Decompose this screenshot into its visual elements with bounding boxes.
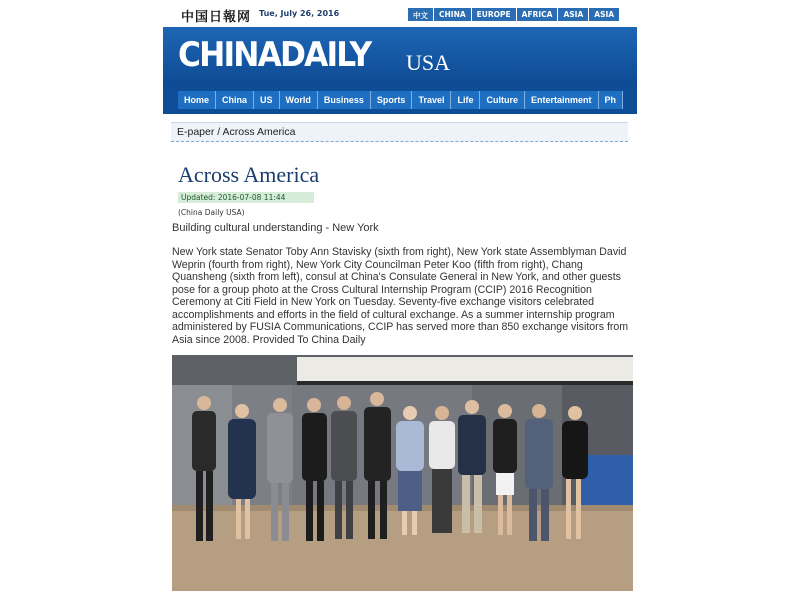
edition-link-asia-2[interactable]: ASIA (589, 8, 620, 21)
breadcrumb[interactable]: E-paper / Across America (171, 122, 628, 142)
edition-link-asia[interactable]: ASIA (558, 8, 589, 21)
nav-item-world[interactable]: World (280, 91, 318, 109)
article-body: New York state Senator Toby Ann Stavisky (sixth from right), New York state Assemblyman David Weprin (fourth from right), New York City Councilman Peter Koo (fifth from right), Chang Quansheng (sixth from left), consul at China's Consulate General in New York, and other guests pose for a group photo at the Cross Cultural Internship Program (CCIP) 2016 Recognition Ceremony at Citi Field in New York on Tuesday. Seventy-five exchange visitors celebrated accomplishments and efforts in the field of cultural exchange. As a summer internship program administered by FUSIA Communications, CCIP has served more than 850 exchange visitors from Asia since 2008. Provided To China Daily (172, 246, 629, 346)
nav-item-travel[interactable]: Travel (412, 91, 451, 109)
edition-link-chinese[interactable]: 中文 (408, 8, 434, 21)
article-subtitle: Building cultural understanding - New York (172, 222, 379, 234)
top-bar (163, 0, 637, 27)
language-edition-bar (408, 8, 620, 21)
nav-item-culture[interactable]: Culture (480, 91, 525, 109)
nav-item-entertainment[interactable]: Entertainment (525, 91, 599, 109)
chinadaily-logo[interactable]: CHINADAILY (178, 35, 371, 75)
main-nav (163, 87, 637, 114)
edition-link-africa[interactable]: AFRICA (517, 8, 559, 21)
nav-item-life[interactable]: Life (451, 91, 480, 109)
article-source: (China Daily USA) (178, 208, 245, 217)
chinadaily-cn-logo[interactable]: 中国日報网 (181, 10, 252, 25)
region-label: USA (406, 50, 451, 75)
site-header (163, 27, 637, 87)
page-title: Across America (178, 162, 320, 187)
updated-timestamp: Updated: 2016-07-08 11:44 (178, 192, 314, 203)
edition-link-china[interactable]: CHINA (434, 8, 472, 21)
nav-item-photo[interactable]: Ph (599, 91, 624, 109)
nav-item-china[interactable]: China (216, 91, 254, 109)
nav-item-business[interactable]: Business (318, 91, 371, 109)
group-photo-illustration (172, 355, 633, 591)
group-photo (172, 355, 633, 591)
nav-strip (178, 91, 623, 109)
nav-item-home[interactable]: Home (178, 91, 216, 109)
edition-link-europe[interactable]: EUROPE (472, 8, 517, 21)
article-header (163, 114, 637, 218)
current-date: Tue, July 26, 2016 (259, 9, 340, 18)
nav-item-us[interactable]: US (254, 91, 280, 109)
nav-item-sports[interactable]: Sports (371, 91, 413, 109)
